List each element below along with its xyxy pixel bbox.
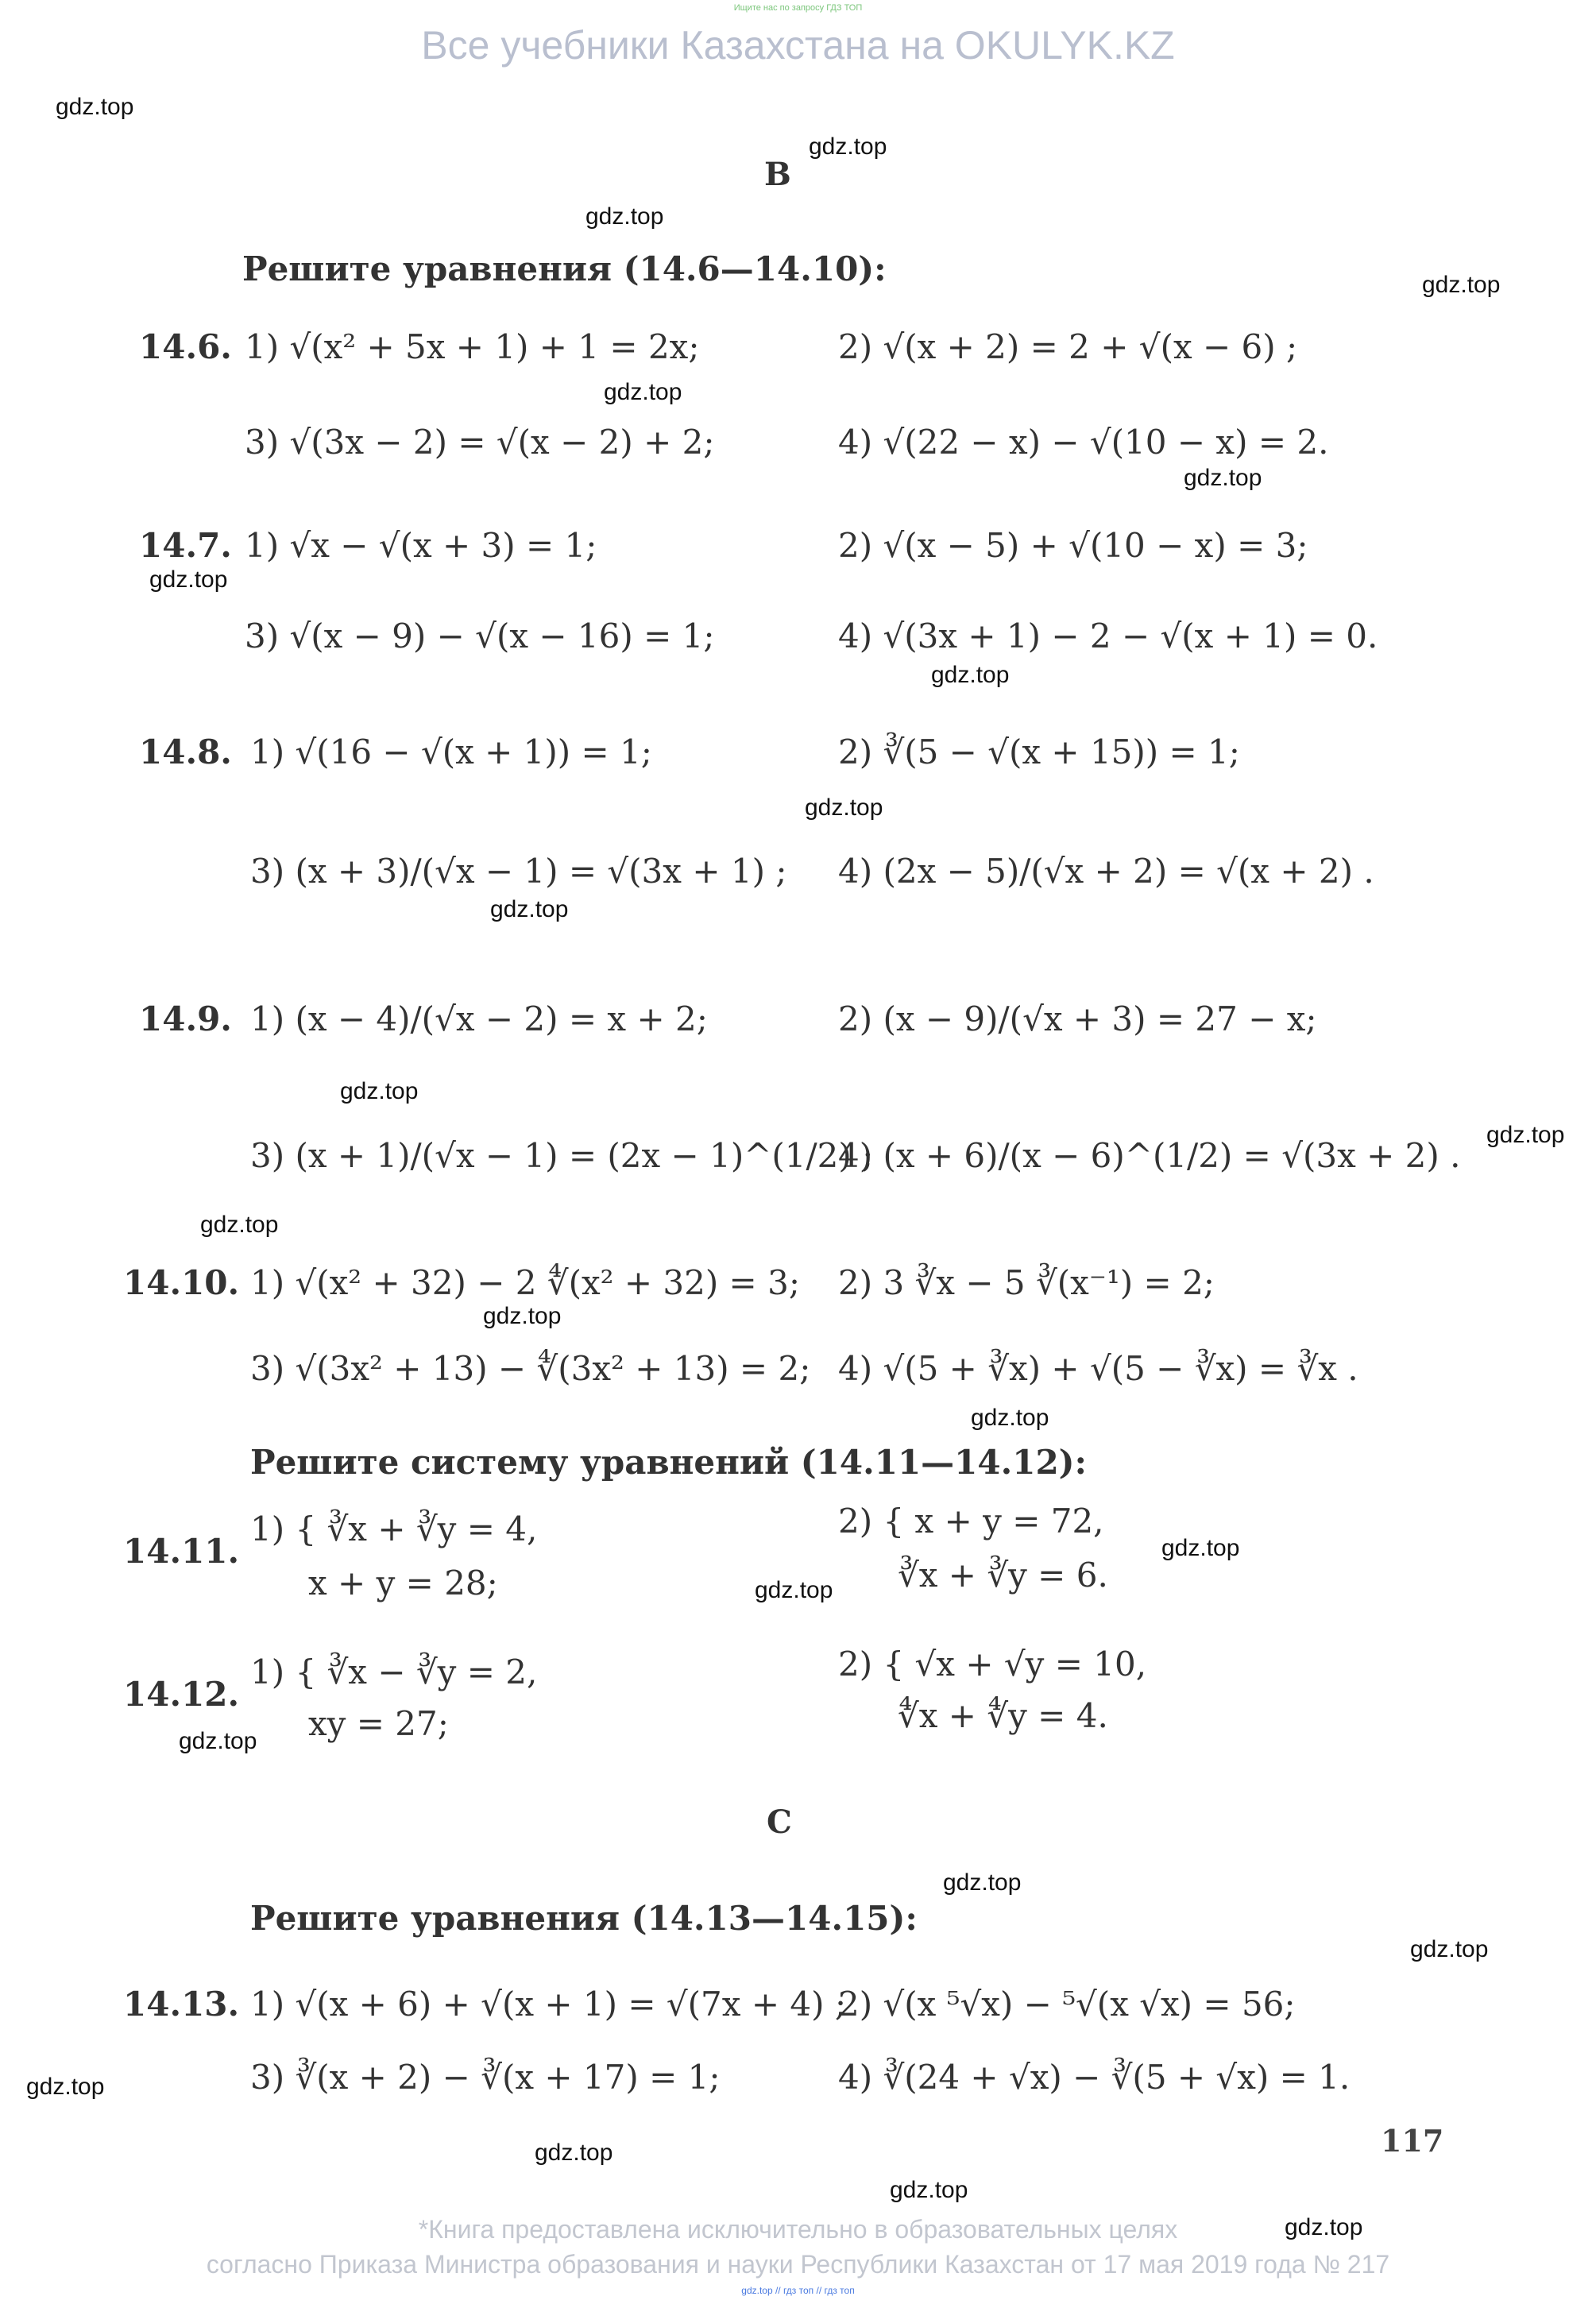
problem-number: 14.8. (139, 733, 232, 771)
problem-number: 14.11. (123, 1532, 240, 1571)
watermark: gdz.top (490, 896, 569, 922)
equation: 3) √(x − 9) − √(x − 16) = 1; (245, 617, 715, 655)
equation: 2) ∛(5 − √(x + 15)) = 1; (838, 733, 1240, 771)
system-line: 1) { ∛x − ∛y = 2, (250, 1653, 538, 1691)
equation: 2) 3 ∛x − 5 ∛(x⁻¹) = 2; (838, 1263, 1215, 1302)
watermark: gdz.top (755, 1577, 833, 1603)
watermark: gdz.top (931, 662, 1010, 688)
equation: 4) √(3x + 1) − 2 − √(x + 1) = 0. (838, 617, 1378, 655)
equation: 2) √(x ⁵√x) − ⁵√(x √x) = 56; (838, 1985, 1296, 2024)
equation: 1) √(x² + 5x + 1) + 1 = 2x; (245, 327, 700, 366)
equation: 4) (2x − 5)/(√x + 2) = √(x + 2) . (838, 852, 1374, 891)
system-line: xy = 27; (308, 1704, 449, 1743)
watermark: gdz.top (1486, 1122, 1565, 1148)
watermark: gdz.top (179, 1728, 257, 1754)
site-title: Все учебники Казахстана на OKULYK.KZ (421, 23, 1175, 68)
equation: 4) √(5 + ∛x) + √(5 − ∛x) = ∛x . (838, 1349, 1358, 1388)
section-heading-c: C (767, 1803, 792, 1841)
watermark: gdz.top (1161, 1535, 1240, 1561)
watermark: gdz.top (1410, 1936, 1489, 1962)
equation: 4) √(22 − x) − √(10 − x) = 2. (838, 423, 1329, 462)
equation: 1) √x − √(x + 3) = 1; (245, 526, 597, 565)
instruction-equations: Решите уравнения (14.13—14.15): (250, 1899, 918, 1938)
footer-line-3: gdz.top // гдз топ // гдз топ (741, 2285, 855, 2296)
equation: 3) (x + 3)/(√x − 1) = √(3x + 1) ; (250, 852, 787, 891)
equation: 2) √(x − 5) + √(10 − x) = 3; (838, 526, 1308, 565)
watermark: gdz.top (149, 566, 228, 593)
watermark: gdz.top (805, 794, 883, 821)
equation: 3) √(3x² + 13) − ∜(3x² + 13) = 2; (250, 1349, 811, 1388)
watermark: gdz.top (943, 1869, 1022, 1896)
equation: 1) √(16 − √(x + 1)) = 1; (250, 733, 652, 771)
equation: 2) √(x + 2) = 2 + √(x − 6) ; (838, 327, 1298, 366)
problem-number: 14.6. (139, 327, 232, 366)
problem-number: 14.9. (139, 999, 232, 1038)
watermark: gdz.top (585, 203, 664, 230)
problem-number: 14.10. (123, 1263, 240, 1302)
problem-number: 14.12. (123, 1675, 240, 1714)
watermark: gdz.top (26, 2074, 105, 2100)
equation: 4) ∛(24 + √x) − ∛(5 + √x) = 1. (838, 2058, 1351, 2097)
system-line: ∜x + ∜y = 4. (898, 1696, 1108, 1735)
equation: 3) √(3x − 2) = √(x − 2) + 2; (245, 423, 715, 462)
watermark: gdz.top (890, 2177, 968, 2203)
watermark: gdz.top (809, 133, 887, 160)
watermark: gdz.top (1184, 465, 1262, 491)
equation: 3) ∛(x + 2) − ∛(x + 17) = 1; (250, 2058, 721, 2097)
equation: 1) (x − 4)/(√x − 2) = x + 2; (250, 999, 708, 1038)
system-line: 1) { ∛x + ∛y = 4, (250, 1510, 538, 1548)
top-note: Ищите нас по запросу ГДЗ ТОП (733, 3, 863, 13)
problem-number: 14.13. (123, 1985, 240, 2024)
instruction-systems: Решите систему уравнений (14.11—14.12): (250, 1443, 1088, 1482)
equation: 3) (x + 1)/(√x − 1) = (2x − 1)^(1/2) ; (250, 1136, 874, 1175)
page-number: 117 (1381, 2123, 1444, 2159)
equation: 1) √(x² + 32) − 2 ∜(x² + 32) = 3; (250, 1263, 800, 1302)
equation: 2) (x − 9)/(√x + 3) = 27 − x; (838, 999, 1317, 1038)
watermark: gdz.top (200, 1212, 279, 1238)
footer-line-2: согласно Приказа Министра образования и науки Республики Казахстан от 17 мая 2019 года № 217 (206, 2250, 1390, 2279)
problem-number: 14.7. (139, 526, 232, 565)
equation: 4) (x + 6)/(x − 6)^(1/2) = √(3x + 2) . (838, 1136, 1461, 1175)
equation: 1) √(x + 6) + √(x + 1) = √(7x + 4) ; (250, 1985, 846, 2024)
system-line: 2) { √x + √y = 10, (838, 1645, 1147, 1684)
watermark: gdz.top (483, 1303, 562, 1329)
watermark: gdz.top (1285, 2214, 1363, 2240)
watermark: gdz.top (604, 379, 682, 405)
watermark: gdz.top (535, 2140, 613, 2166)
watermark: gdz.top (1422, 272, 1501, 298)
system-line: 2) { x + y = 72, (838, 1502, 1104, 1541)
watermark: gdz.top (971, 1405, 1049, 1431)
instruction-equations: Решите уравнения (14.6—14.10): (242, 249, 887, 288)
watermark: gdz.top (340, 1078, 419, 1104)
system-line: x + y = 28; (308, 1564, 498, 1602)
watermark: gdz.top (56, 94, 134, 120)
system-line: ∛x + ∛y = 6. (898, 1556, 1108, 1595)
footer-line-1: *Книга предоставлена исключительно в образовательных целях (418, 2215, 1178, 2244)
section-heading-b: B (764, 156, 791, 193)
